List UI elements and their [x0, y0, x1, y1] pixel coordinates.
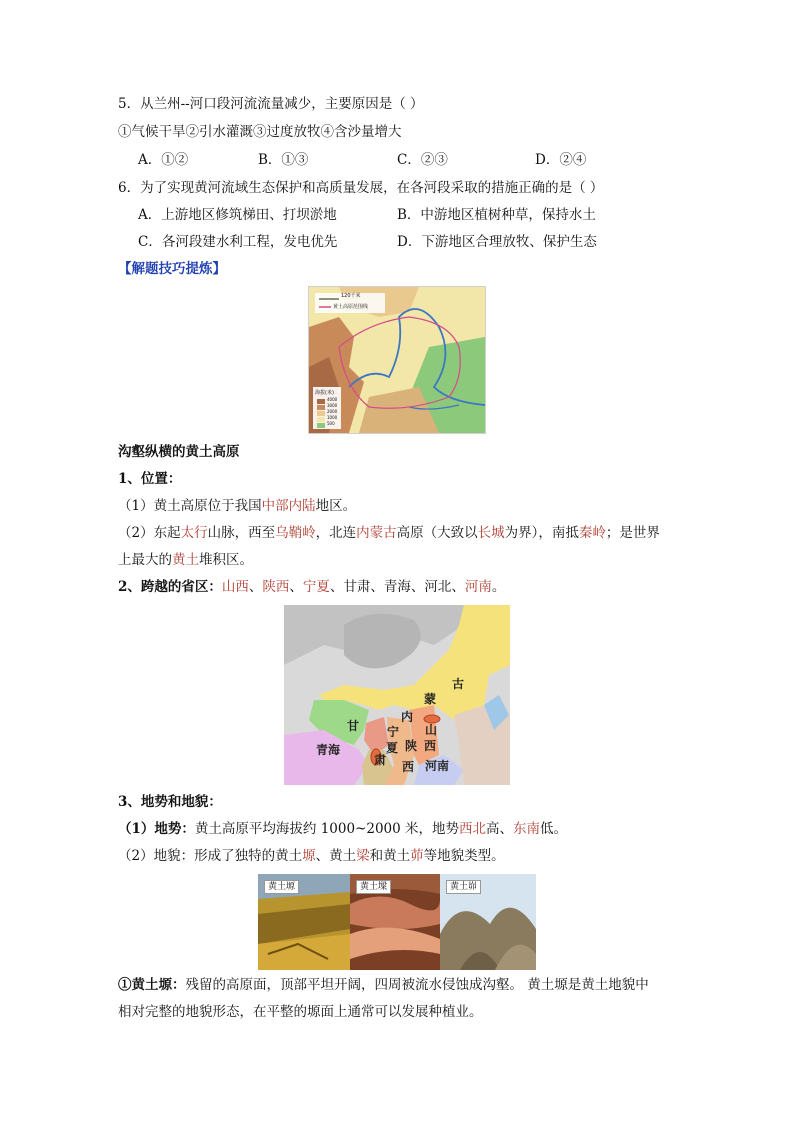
q5-option-d[interactable]: D．②④	[535, 152, 587, 168]
section-header: 【解题技巧提炼】	[118, 261, 226, 277]
label-henan: 河南	[425, 759, 450, 773]
label-xi2: 西	[402, 760, 415, 774]
photo-mao-label: 黄土峁	[446, 880, 481, 894]
topic-title: 沟壑纵横的黄土高原	[118, 444, 240, 460]
photo-liang-label: 黄土墚	[356, 880, 391, 894]
q5-stem: 5．从兰州--河口段河流流量减少，主要原因是（ ）	[118, 96, 424, 112]
label-xia: 夏	[386, 741, 399, 755]
map1-boundary-label: 黄土高原范围线	[333, 304, 369, 310]
photo-yuan-label: 黄土塬	[264, 880, 299, 894]
label-ning: 宁	[387, 725, 400, 739]
q6-stem: 6．为了实现黄河流域生态保护和高质量发展，在各河段采取的措施正确的是（ ）	[118, 180, 604, 196]
s1-line2: （2）东起太行山脉，西至乌鞘岭，北连内蒙古高原（大致以长城为界），南抵秦岭；是世界	[118, 525, 660, 541]
label-meng: 蒙	[424, 692, 437, 706]
q6-option-d[interactable]: D．下游地区合理放牧、保护生态	[397, 234, 597, 250]
s4-line1: ①黄土塬：残留的高原面，顶部平坦开阔，四周被流水侵蚀成沟壑。 黄土塬是黄土地貌中	[118, 977, 649, 993]
q5-option-c[interactable]: C．②③	[397, 152, 448, 168]
map1-scale: 120千米	[341, 293, 361, 299]
s2-line: 2、跨越的省区：山西、陕西、宁夏、甘肃、青海、河北、河南。	[118, 579, 506, 595]
photo-liang	[350, 874, 440, 970]
province-map	[284, 605, 510, 785]
label-xi1: 西	[424, 739, 437, 753]
q6-option-c[interactable]: C．各河段建水利工程，发电优先	[138, 234, 338, 250]
q5-option-a[interactable]: A．①②	[138, 152, 189, 168]
s1-heading: 1、位置：	[118, 471, 182, 487]
map1-legend-title: 海拔(米)	[315, 390, 334, 396]
s4-line2: 相对完整的地貌形态，在平整的塬面上通常可以发展种植业。	[118, 1004, 483, 1020]
label-nei: 内	[401, 710, 414, 724]
s3-line1: （1）地势：黄土高原平均海拔约 1000~2000 米，地势西北高、东南低。	[118, 821, 568, 837]
label-shan: 山	[425, 723, 438, 737]
loess-plateau-map	[308, 286, 486, 434]
map1-legend-levels: 4000 3000 2000 1000 500	[327, 397, 338, 426]
label-shaan: 陕	[405, 739, 418, 753]
photo-mao	[440, 874, 536, 970]
province-map-graphic	[284, 605, 510, 785]
q6-option-b[interactable]: B．中游地区植树种草，保持水土	[397, 207, 596, 223]
s1-line3: 上最大的黄土堆积区。	[118, 552, 253, 568]
label-gu: 古	[452, 677, 465, 691]
label-su: 肃	[374, 753, 387, 767]
q5-option-b[interactable]: B．①③	[258, 152, 309, 168]
label-qinghai: 青海	[316, 743, 341, 757]
label-gan: 甘	[347, 719, 360, 733]
q5-items: ①气候干旱②引水灌溉③过度放牧④含沙量增大	[118, 124, 402, 140]
photo-yuan	[258, 874, 350, 970]
q6-option-a[interactable]: A．上游地区修筑梯田、打坝淤地	[138, 207, 337, 223]
s3-heading: 3、地势和地貌：	[118, 794, 222, 810]
s1-line1: （1）黄土高原位于我国中部内陆地区。	[118, 498, 357, 514]
s3-line2: （2）地貌：形成了独特的黄土塬、黄土梁和黄土茆等地貌类型。	[118, 848, 505, 864]
